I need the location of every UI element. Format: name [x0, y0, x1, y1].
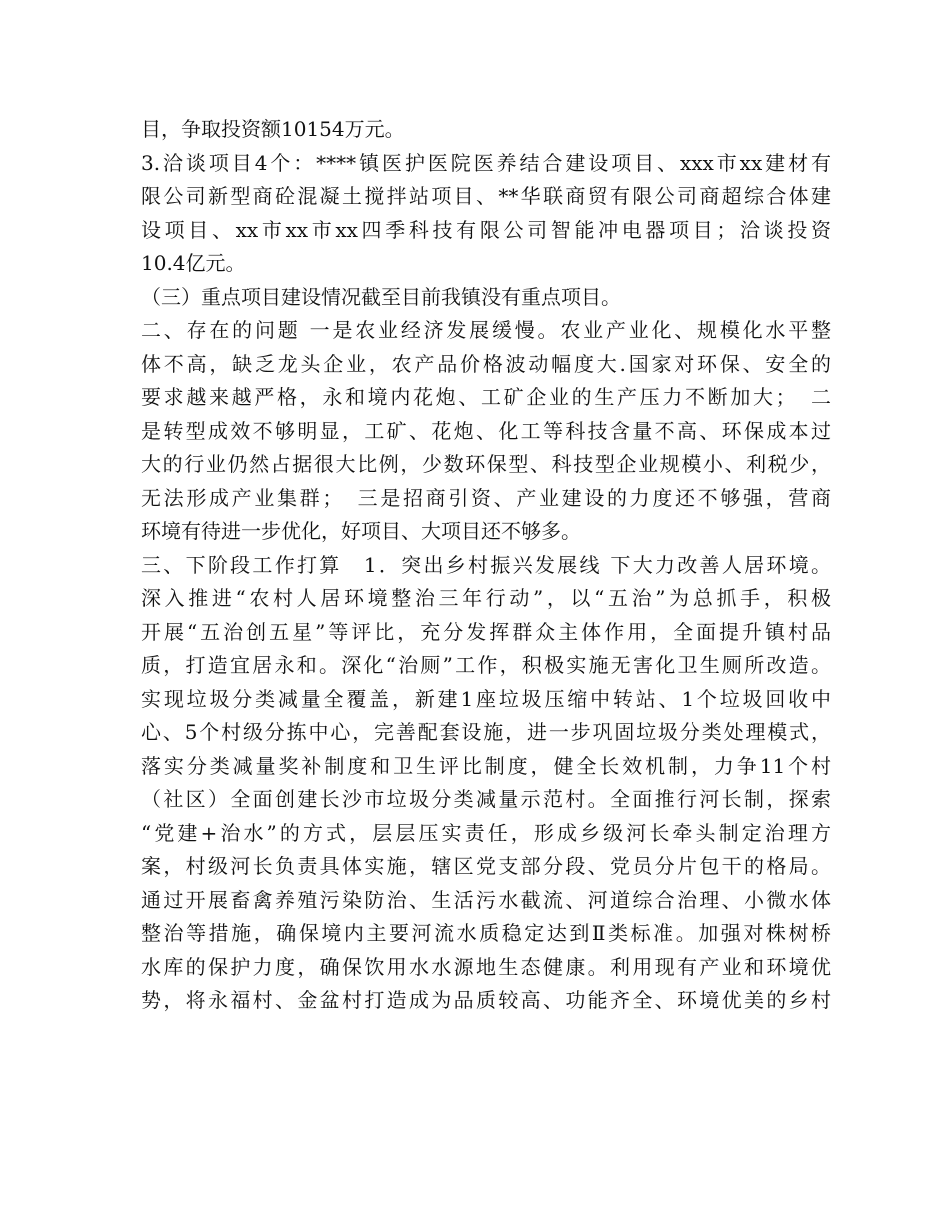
text-line: （三）重点项目建设情况截至目前我镇没有重点项目。 [141, 284, 621, 309]
text-line: 通过开展畜禽养殖污染防治、生活污水截流、河道综合治理、小微水体 [141, 887, 831, 912]
text-line: 二、存在的问题 一是农业经济发展缓慢。农业产业化、规模化水平整 [141, 318, 831, 342]
text-line: 落实分类减量奖补制度和卫生评比制度，健全长效机制，力争11个村 [141, 753, 831, 778]
text-line: （社区）全面创建长沙市垃圾分类减量示范村。全面推行河长制，探索 [141, 787, 831, 811]
text-line: 限公司新型商砼混凝土搅拌站项目、**华联商贸有限公司商超综合体建 [141, 184, 831, 208]
text-line: 水库的保护力度，确保饮用水水源地生态健康。利用现有产业和环境优 [141, 954, 831, 979]
text-line: 势，将永福村、金盆村打造成为品质较高、功能齐全、环境优美的乡村 [141, 988, 831, 1012]
text-line: 体不高，缺乏龙头企业，农产品价格波动幅度大.国家对环保、安全的 [141, 351, 831, 376]
text-line: “党建+治水”的方式，层层压实责任，形成乡级河长牵头制定治理方 [141, 820, 831, 845]
body-text [141, 113, 831, 1018]
text-line: 3.洽谈项目4个：****镇医护医院医养结合建设项目、xxx市xx建材有 [141, 150, 831, 175]
text-line: 大的行业仍然占据很大比例，少数环保型、科技型企业规模小、利税少， [141, 452, 831, 476]
text-line: 案，村级河长负责具体实施，辖区党支部分段、党员分片包干的格局。 [141, 854, 831, 878]
text-line: 是转型成效不够明显，工矿、花炮、化工等科技含量不高、环保成本过 [141, 418, 831, 443]
text-line: 无法形成产业集群； 三是招商引资、产业建设的力度还不够强，营商 [141, 485, 831, 510]
text-line: 目，争取投资额10154万元。 [141, 117, 405, 141]
text-line: 10.4亿元。 [141, 251, 246, 275]
text-line: 开展“五治创五星”等评比，充分发挥群众主体作用，全面提升镇村品 [141, 619, 831, 644]
text-line: 心、5个村级分拣中心，完善配套设施，进一步巩固垃圾分类处理模式， [141, 720, 831, 744]
text-line: 三、下阶段工作打算 1．突出乡村振兴发展线 下大力改善人居环境。 [141, 552, 831, 577]
text-line: 实现垃圾分类减量全覆盖，新建1座垃圾压缩中转站、1个垃圾回收中 [141, 686, 831, 711]
text-line: 深入推进“农村人居环境整治三年行动”，以“五治”为总抓手，积极 [141, 586, 831, 610]
text-line: 要求越来越严格，永和境内花炮、工矿企业的生产压力不断加大； 二 [141, 385, 831, 409]
text-line: 环境有待进一步优化，好项目、大项目还不够多。 [141, 519, 581, 543]
text-line: 质，打造宜居永和。深化“治厕”工作，积极实施无害化卫生厕所改造。 [141, 653, 831, 677]
text-line: 整治等措施，确保境内主要河流水质稳定达到Ⅱ类标准。加强对株树桥 [141, 921, 831, 945]
text-line: 设项目、xx市xx市xx四季科技有限公司智能冲电器项目；洽谈投资 [141, 217, 831, 242]
